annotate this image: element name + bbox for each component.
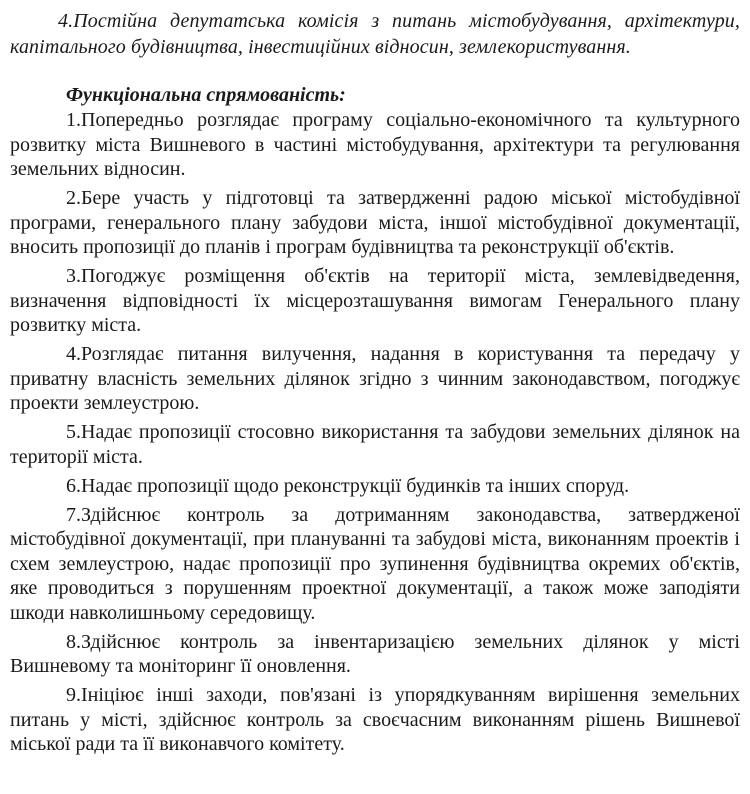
duty-item-4: 4.Розглядає питання вилучення, надання в користування та передачу у приватну власність земельних ділянок згідно з чинним законодавством, погоджує проекти землеустрою. (10, 343, 740, 414)
duty-item-7: 7.Здійснює контроль за дотриманням законодавства, затвердженої містобудівної документації, при плануванні та забудові міста, виконанням проектів і схем землеустрою, надає пропозиції про зупинення будівництва окремих об'єктів, яке проводиться з порушенням проектної документації, а також може заподіяти шкоди навколишньому середовищу. (10, 503, 740, 624)
commission-heading: 4.Постійна депутатська комісія з питань містобудування, архітектури, капітального будівництва, інвестиційних відносин, землекористування. (10, 10, 740, 58)
duty-item-3: 3.Погоджує розміщення об'єктів на території міста, землевідведення, визначення відповідності їх місцерозташування вимогам Генерального плану розвитку міста. (10, 265, 740, 336)
duties-list (10, 108, 740, 757)
duty-item-9: 9.Ініціює інші заходи, пов'язані із упорядкуванням вирішення земельних питань у місті, здійснює контроль за своєчасним виконанням рішень Вишневої міської ради та її виконавчого комітету. (10, 684, 740, 755)
duty-item-8: 8.Здійснює контроль за інвентаризацією земельних ділянок у місті Вишневому та моніторинг її оновлення. (10, 630, 740, 677)
duty-item-5: 5.Надає пропозиції стосовно використання та забудови земельних ділянок на території міста. (10, 421, 740, 468)
duty-item-1: 1.Попередньо розглядає програму соціально-економічного та культурного розвитку міста Вишневого в частині містобудування, архітектури та регулювання земельних відносин. (10, 109, 740, 180)
duty-item-2: 2.Бере участь у підготовці та затвердженні радою міської містобудівної програми, генерального плану забудови міста, іншої містобудівної документації, вносить пропозиції до планів і програм будівництва та реконструкції об'єктів. (10, 187, 740, 258)
duty-item-6: 6.Надає пропозиції щодо реконструкції будинків та інших споруд. (66, 474, 630, 497)
functional-direction-subheading: Функціональна спрямованість: (66, 84, 346, 106)
